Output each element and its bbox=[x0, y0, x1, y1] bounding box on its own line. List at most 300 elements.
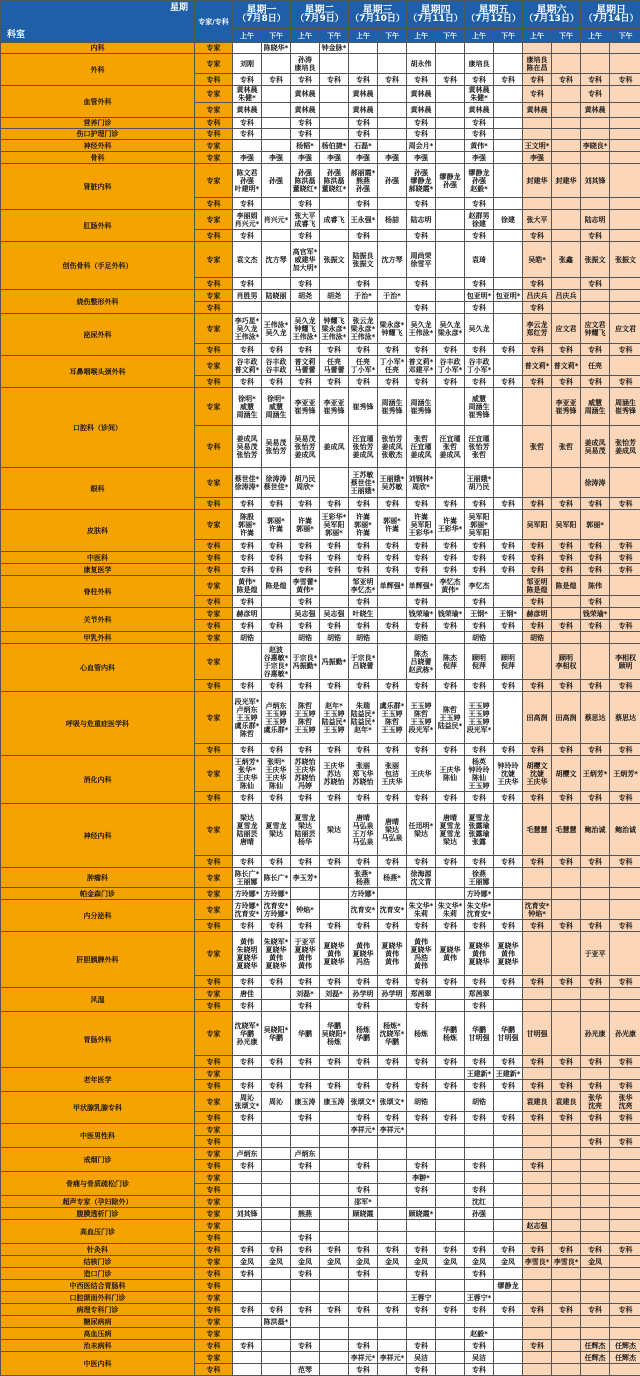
schedule-cell: 专科 bbox=[610, 498, 640, 510]
schedule-cell: 金凤 bbox=[233, 1256, 262, 1268]
dept-name: 营养门诊 bbox=[1, 118, 195, 129]
schedule-cell bbox=[610, 1292, 640, 1304]
day-name: 星期六 bbox=[523, 7, 580, 15]
schedule-cell bbox=[494, 692, 523, 744]
schedule-cell: 专科 bbox=[291, 680, 320, 692]
schedule-cell: 专科 bbox=[291, 278, 320, 290]
table-row bbox=[1, 388, 640, 426]
dept-name: 肝胆胰脾外科 bbox=[1, 932, 195, 988]
schedule-cell bbox=[552, 1000, 581, 1012]
schedule-cell bbox=[262, 1000, 291, 1012]
schedule-cell bbox=[262, 1148, 291, 1160]
schedule-cell bbox=[581, 1268, 610, 1280]
schedule-cell: 虞乐群* 王玉婷 陈哲 王玉婷 bbox=[378, 692, 407, 744]
day-header bbox=[407, 1, 465, 29]
schedule-cell: 张振文 bbox=[320, 242, 349, 278]
schedule-cell: 专科 bbox=[291, 129, 320, 140]
schedule-cell bbox=[233, 140, 262, 152]
schedule-cell: 于宗良* 吕晓蕾 bbox=[349, 644, 378, 680]
schedule-cell: 专科 bbox=[349, 1184, 378, 1196]
schedule-cell: 专科 bbox=[407, 792, 436, 804]
clinic-type: 专科 bbox=[195, 1160, 233, 1172]
schedule-cell bbox=[494, 356, 523, 376]
schedule-cell bbox=[378, 1148, 407, 1160]
schedule-cell: 专科 bbox=[378, 744, 407, 756]
schedule-cell: 李丽娟 肖兴元* bbox=[233, 210, 262, 230]
dept-name: 口腔颌面外科门诊 bbox=[1, 1292, 195, 1304]
schedule-cell bbox=[523, 468, 552, 498]
schedule-cell: 金凤 bbox=[262, 1256, 291, 1268]
schedule-cell: 专科 bbox=[320, 540, 349, 552]
schedule-cell: 专科 bbox=[378, 540, 407, 552]
schedule-cell bbox=[494, 1268, 523, 1280]
schedule-cell: 康培良 bbox=[465, 54, 494, 74]
dept-name: 胃肠外科 bbox=[1, 1012, 195, 1068]
schedule-cell: 专科 bbox=[320, 620, 349, 632]
schedule-cell: 专科 bbox=[436, 744, 465, 756]
schedule-cell: 于治* bbox=[378, 290, 407, 302]
schedule-cell: 专科 bbox=[552, 1080, 581, 1092]
schedule-cell: 汪宜瑾 张怡芳 张哲 bbox=[465, 426, 494, 468]
schedule-cell: 专科 bbox=[581, 86, 610, 103]
schedule-cell bbox=[262, 1160, 291, 1172]
schedule-cell bbox=[233, 1280, 262, 1292]
schedule-cell: 专科 bbox=[320, 552, 349, 564]
schedule-cell bbox=[320, 129, 349, 140]
schedule-cell bbox=[378, 1328, 407, 1340]
schedule-cell: 专科 bbox=[349, 376, 378, 388]
schedule-cell bbox=[407, 43, 436, 54]
schedule-cell: 袁建良 bbox=[552, 1092, 581, 1112]
schedule-cell bbox=[523, 1196, 552, 1208]
schedule-cell: 任辉杰 bbox=[581, 1352, 610, 1364]
schedule-cell bbox=[494, 54, 523, 74]
schedule-cell: 孙强 bbox=[465, 1208, 494, 1220]
schedule-cell: 高官军* 威建华 加大明* bbox=[291, 242, 320, 278]
schedule-cell: 王伟泳* 吴久龙 bbox=[262, 314, 291, 344]
schedule-cell: 专科 bbox=[552, 1112, 581, 1124]
schedule-cell: 专科 bbox=[465, 792, 494, 804]
dept-name: 皮肤科 bbox=[1, 510, 195, 552]
schedule-cell: 陈哲 王玉婷 陈哲 王玉婷 bbox=[291, 692, 320, 744]
schedule-cell: 胡尧 bbox=[320, 290, 349, 302]
schedule-cell: 专科 bbox=[349, 1304, 378, 1316]
schedule-cell bbox=[407, 1148, 436, 1160]
schedule-cell: 吴军阳 bbox=[523, 510, 552, 540]
schedule-cell bbox=[494, 888, 523, 900]
day-name: 星期二 bbox=[291, 7, 348, 15]
table-row bbox=[1, 1092, 640, 1112]
schedule-cell bbox=[465, 1124, 494, 1136]
schedule-cell: 专科 bbox=[581, 1056, 610, 1068]
schedule-cell bbox=[436, 198, 465, 210]
table-row bbox=[1, 1268, 640, 1280]
schedule-cell: 姜成凤 bbox=[320, 426, 349, 468]
schedule-cell bbox=[320, 103, 349, 118]
schedule-cell: 专科 bbox=[494, 1112, 523, 1124]
schedule-cell: 专科 bbox=[581, 976, 610, 988]
schedule-cell bbox=[465, 1172, 494, 1184]
schedule-cell: 专科 bbox=[407, 1340, 436, 1352]
schedule-cell: 于亚平 夏晓华 黄伟 黄伟 bbox=[291, 932, 320, 976]
schedule-cell: 专科 bbox=[581, 792, 610, 804]
schedule-cell: 专科 bbox=[349, 198, 378, 210]
schedule-cell: 专科 bbox=[378, 498, 407, 510]
clinic-type: 专科 bbox=[195, 498, 233, 510]
day-date: （7月10日） bbox=[349, 15, 406, 23]
schedule-cell bbox=[378, 103, 407, 118]
dept-name: 中医男性科 bbox=[1, 1124, 195, 1148]
schedule-cell: 沈育安* 方玲娜* bbox=[262, 900, 291, 920]
schedule-cell: 刘钢林* 周欣* bbox=[407, 468, 436, 498]
clinic-type: 专科 bbox=[195, 230, 233, 242]
schedule-cell: 单辉强* bbox=[407, 576, 436, 596]
schedule-cell: 任亮 马蕾蕾 bbox=[320, 356, 349, 376]
dept-name: 骨痛与骨质疏松门诊 bbox=[1, 1172, 195, 1196]
schedule-cell bbox=[320, 1124, 349, 1136]
schedule-cell: 黄林晨 bbox=[291, 103, 320, 118]
schedule-cell: 缪静龙 孙强 赵毅* bbox=[465, 164, 494, 198]
schedule-cell bbox=[378, 1316, 407, 1328]
schedule-cell: 专科 bbox=[581, 278, 610, 290]
schedule-cell: 专科 bbox=[407, 376, 436, 388]
pm-header: 下午 bbox=[378, 29, 407, 43]
schedule-cell: 任辉杰 bbox=[581, 1340, 610, 1352]
schedule-cell: 专科 bbox=[233, 198, 262, 210]
schedule-cell: 李强 bbox=[320, 152, 349, 164]
schedule-cell bbox=[378, 1364, 407, 1376]
schedule-cell bbox=[610, 988, 640, 1000]
clinic-type: 专科 bbox=[195, 198, 233, 210]
schedule-cell: 专科 bbox=[552, 792, 581, 804]
schedule-cell bbox=[262, 140, 291, 152]
schedule-cell: 唐晴 梁达 马弘泉 bbox=[378, 804, 407, 856]
schedule-cell: 专科 bbox=[552, 498, 581, 510]
schedule-cell: 专科 bbox=[320, 376, 349, 388]
schedule-cell: 专科 bbox=[407, 1160, 436, 1172]
schedule-cell: 姜成凤 吴易茂 张怡芳 bbox=[233, 426, 262, 468]
schedule-cell: 刘磊* bbox=[320, 988, 349, 1000]
schedule-cell: 徐明* 威慧 周涵生 bbox=[262, 388, 291, 426]
schedule-cell: 孙强 陈洪磊 董晓红* bbox=[320, 164, 349, 198]
schedule-cell bbox=[320, 1068, 349, 1080]
schedule-cell: 专科 bbox=[407, 1184, 436, 1196]
schedule-cell: 周尚荣 徐雪平 bbox=[407, 242, 436, 278]
am-header: 上午 bbox=[465, 29, 494, 43]
schedule-cell: 专科 bbox=[407, 198, 436, 210]
schedule-cell: 夏雪龙 梁达 陆丽芸 杨华 bbox=[291, 804, 320, 856]
schedule-cell: 专科 bbox=[291, 620, 320, 632]
schedule-cell: 专科 bbox=[610, 680, 640, 692]
clinic-type: 专家 bbox=[195, 804, 233, 856]
schedule-cell: 陈长广* 王丽娜 bbox=[233, 868, 262, 888]
schedule-cell bbox=[494, 152, 523, 164]
table-row bbox=[1, 1220, 640, 1232]
schedule-cell bbox=[262, 632, 291, 644]
schedule-cell bbox=[320, 54, 349, 74]
schedule-cell: 钟焰* bbox=[291, 900, 320, 920]
clinic-type: 专家 bbox=[195, 868, 233, 888]
schedule-cell: 专科 bbox=[465, 302, 494, 314]
schedule-cell bbox=[494, 1148, 523, 1160]
schedule-cell bbox=[349, 1328, 378, 1340]
schedule-cell: 专科 bbox=[552, 620, 581, 632]
clinic-type: 专科 bbox=[195, 1112, 233, 1124]
schedule-cell: 张丽 郑飞华 苏晓怡 bbox=[349, 756, 378, 792]
schedule-cell bbox=[436, 1328, 465, 1340]
schedule-cell: 专科 bbox=[465, 129, 494, 140]
schedule-cell: 唐晴 马弘泉 王万华 马弘泉 bbox=[349, 804, 378, 856]
schedule-cell bbox=[552, 230, 581, 242]
schedule-cell: 专科 bbox=[610, 792, 640, 804]
schedule-cell: 专科 bbox=[291, 920, 320, 932]
schedule-cell: 专科 bbox=[465, 620, 494, 632]
schedule-cell: 王玉婷 陈哲 王玉婷 段光军* bbox=[407, 692, 436, 744]
schedule-cell: 专科 bbox=[349, 1080, 378, 1092]
schedule-cell bbox=[262, 54, 291, 74]
schedule-cell: 毛慧慧 bbox=[552, 804, 581, 856]
am-header: 上午 bbox=[233, 29, 262, 43]
table-row bbox=[1, 804, 640, 856]
schedule-cell: 许嵩 郭丽* bbox=[291, 510, 320, 540]
schedule-cell: 专科 bbox=[407, 302, 436, 314]
schedule-cell bbox=[262, 1112, 291, 1124]
schedule-cell: 孙强 陈洪磊 董晓红* bbox=[291, 164, 320, 198]
schedule-cell: 李祥元* bbox=[378, 1124, 407, 1136]
schedule-cell: 邹亚明 陈是煌 bbox=[523, 576, 552, 596]
schedule-cell: 胡永伟 bbox=[407, 54, 436, 74]
clinic-type: 专家 bbox=[195, 1012, 233, 1056]
schedule-cell bbox=[320, 1280, 349, 1292]
schedule-cell: 专科 bbox=[465, 1268, 494, 1280]
schedule-cell bbox=[494, 576, 523, 596]
schedule-cell: 专科 bbox=[407, 620, 436, 632]
schedule-cell bbox=[494, 129, 523, 140]
schedule-cell bbox=[291, 1124, 320, 1136]
schedule-cell: 专科 bbox=[552, 376, 581, 388]
schedule-cell: 专科 bbox=[494, 564, 523, 576]
header-corner bbox=[1, 1, 195, 43]
schedule-cell: 王苏敏 蔡世佳* 王丽娥* bbox=[349, 468, 378, 498]
table-row bbox=[1, 43, 640, 54]
clinic-type: 专家 bbox=[195, 152, 233, 164]
schedule-cell bbox=[523, 1068, 552, 1080]
clinic-type: 专家 bbox=[195, 644, 233, 680]
schedule-cell: 华鹏 bbox=[291, 1012, 320, 1056]
schedule-cell: 专科 bbox=[407, 129, 436, 140]
schedule-cell bbox=[291, 1068, 320, 1080]
schedule-cell: 专科 bbox=[233, 344, 262, 356]
clinic-type: 专家 bbox=[195, 888, 233, 900]
pm-header: 下午 bbox=[494, 29, 523, 43]
schedule-cell: 专科 bbox=[320, 498, 349, 510]
schedule-cell bbox=[465, 1316, 494, 1328]
schedule-cell: 专科 bbox=[523, 680, 552, 692]
schedule-cell: 金凤 bbox=[291, 1256, 320, 1268]
schedule-cell: 专科 bbox=[465, 376, 494, 388]
schedule-cell: 专科 bbox=[552, 344, 581, 356]
schedule-cell bbox=[320, 1352, 349, 1364]
schedule-cell: 杨喆 bbox=[378, 210, 407, 230]
schedule-cell bbox=[552, 1340, 581, 1352]
schedule-cell: 专科 bbox=[465, 552, 494, 564]
schedule-cell bbox=[291, 1196, 320, 1208]
schedule-cell: 肖胜男 bbox=[233, 290, 262, 302]
schedule-cell: 朱文华* 朱莉 bbox=[407, 900, 436, 920]
schedule-cell bbox=[262, 1196, 291, 1208]
schedule-cell: 专科 bbox=[349, 552, 378, 564]
clinic-type: 专家 bbox=[195, 314, 233, 344]
clinic-type: 专科 bbox=[195, 118, 233, 129]
schedule-cell: 专科 bbox=[349, 680, 378, 692]
schedule-cell: 专科 bbox=[233, 1056, 262, 1068]
schedule-cell: 王丽娥* 吴苏敏 bbox=[378, 468, 407, 498]
clinic-type: 专科 bbox=[195, 302, 233, 314]
schedule-cell bbox=[262, 1124, 291, 1136]
schedule-cell: 吴久龙 钟耀飞 王伟泳* bbox=[291, 314, 320, 344]
schedule-cell bbox=[494, 198, 523, 210]
schedule-cell: 专科 bbox=[320, 1244, 349, 1256]
schedule-cell bbox=[262, 988, 291, 1000]
schedule-cell: 任辉杰 bbox=[610, 1340, 640, 1352]
schedule-cell: 钱荣瑜* bbox=[407, 608, 436, 620]
schedule-cell bbox=[436, 1280, 465, 1292]
schedule-cell: 孙涛 康培良 bbox=[291, 54, 320, 74]
schedule-cell: 吴晓阳* 华鹏 bbox=[262, 1012, 291, 1056]
schedule-cell: 专科 bbox=[436, 620, 465, 632]
schedule-cell: 李亚亚 崔秀锋 bbox=[320, 388, 349, 426]
schedule-cell: 李翀* bbox=[407, 1172, 436, 1184]
schedule-cell: 专科 bbox=[262, 976, 291, 988]
schedule-cell: 张振文 bbox=[610, 242, 640, 278]
schedule-cell bbox=[523, 1208, 552, 1220]
dept-name: 创伤骨科（手足外科） bbox=[1, 242, 195, 290]
schedule-cell: 黄伟 夏晓华 冯浩 黄伟 bbox=[407, 932, 436, 976]
schedule-cell: 专科 bbox=[349, 1244, 378, 1256]
schedule-cell: 王蓉宁 bbox=[407, 1292, 436, 1304]
schedule-cell: 蔡思达 bbox=[581, 692, 610, 744]
schedule-cell: 王蓉宁* bbox=[465, 1292, 494, 1304]
schedule-cell bbox=[610, 1000, 640, 1012]
clinic-type: 专家 bbox=[195, 756, 233, 792]
clinic-type: 专科 bbox=[195, 1232, 233, 1244]
schedule-cell: 姜成凤 吴易茂 bbox=[581, 426, 610, 468]
schedule-cell bbox=[552, 1196, 581, 1208]
schedule-cell: 黄林晨 bbox=[465, 103, 494, 118]
schedule-cell: 专科 bbox=[523, 1304, 552, 1316]
schedule-cell: 李亚亚 崔秀锋 bbox=[552, 388, 581, 426]
am-header: 上午 bbox=[407, 29, 436, 43]
schedule-cell: 专科 bbox=[320, 680, 349, 692]
schedule-cell bbox=[610, 356, 640, 376]
schedule-cell: 专科 bbox=[349, 856, 378, 868]
schedule-cell: 专科 bbox=[378, 1056, 407, 1068]
weekday-label: 星期 bbox=[170, 4, 188, 12]
clinic-type: 专家 bbox=[195, 290, 233, 302]
dept-name: 外科 bbox=[1, 54, 195, 86]
schedule-cell: 任亮 丁小军* bbox=[349, 356, 378, 376]
schedule-cell: 吴洁 bbox=[465, 1352, 494, 1364]
schedule-cell: 普文莉 马蕾蕾 bbox=[291, 356, 320, 376]
schedule-cell: 陈哲 王玉婷 陆益民* bbox=[436, 692, 465, 744]
schedule-cell bbox=[494, 1292, 523, 1304]
schedule-cell bbox=[378, 43, 407, 54]
schedule-cell bbox=[494, 1172, 523, 1184]
day-date: （7月14日） bbox=[581, 15, 640, 23]
schedule-cell: 专科 bbox=[523, 792, 552, 804]
schedule-cell: 专科 bbox=[349, 744, 378, 756]
schedule-cell: 专科 bbox=[262, 680, 291, 692]
clinic-type: 专家 bbox=[195, 1316, 233, 1328]
schedule-cell: 专科 bbox=[436, 564, 465, 576]
clinic-type: 专家 bbox=[195, 692, 233, 744]
schedule-cell bbox=[436, 888, 465, 900]
schedule-cell bbox=[523, 1172, 552, 1184]
schedule-cell: 专科 bbox=[494, 376, 523, 388]
schedule-cell: 梁永彦* 钟耀飞 bbox=[378, 314, 407, 344]
schedule-cell bbox=[320, 198, 349, 210]
schedule-cell bbox=[378, 54, 407, 74]
day-name: 星期日 bbox=[581, 7, 640, 15]
schedule-cell: 李忆杰 黄伟* bbox=[436, 576, 465, 596]
schedule-cell: 专科 bbox=[581, 498, 610, 510]
schedule-cell: 专科 bbox=[465, 1340, 494, 1352]
clinic-type: 专家 bbox=[195, 388, 233, 426]
schedule-cell bbox=[610, 43, 640, 54]
schedule-cell: 专科 bbox=[436, 1304, 465, 1316]
schedule-cell: 毛慧慧 bbox=[523, 804, 552, 856]
schedule-cell: 专科 bbox=[436, 1112, 465, 1124]
schedule-cell bbox=[291, 1316, 320, 1328]
schedule-cell: 陆志明 bbox=[581, 210, 610, 230]
schedule-cell bbox=[581, 1280, 610, 1292]
schedule-cell: 专科 bbox=[552, 564, 581, 576]
schedule-cell bbox=[378, 1208, 407, 1220]
schedule-cell: 专科 bbox=[552, 680, 581, 692]
schedule-cell: 赵波 谷惠敏* 于宗良* 谷惠敏* bbox=[262, 644, 291, 680]
schedule-cell bbox=[349, 1220, 378, 1232]
schedule-cell: 赵群男 徐建 bbox=[465, 210, 494, 230]
schedule-cell bbox=[378, 644, 407, 680]
schedule-cell: 专科 bbox=[523, 302, 552, 314]
schedule-cell bbox=[320, 1208, 349, 1220]
schedule-cell: 专科 bbox=[523, 74, 552, 86]
schedule-header bbox=[1, 1, 640, 43]
schedule-cell: 应文君 bbox=[552, 314, 581, 344]
schedule-cell bbox=[581, 129, 610, 140]
schedule-cell bbox=[494, 164, 523, 198]
schedule-cell: 专科 bbox=[610, 1304, 640, 1316]
schedule-cell: 专科 bbox=[291, 976, 320, 988]
schedule-cell: 专科 bbox=[465, 1244, 494, 1256]
schedule-cell bbox=[262, 129, 291, 140]
schedule-cell: 专科 bbox=[552, 74, 581, 86]
schedule-cell: 陈殷 郭丽* 许嵩 bbox=[233, 510, 262, 540]
schedule-cell: 专科 bbox=[436, 1080, 465, 1092]
dept-name: 肾脏内科 bbox=[1, 164, 195, 210]
schedule-cell: 李晓良* bbox=[581, 140, 610, 152]
schedule-cell: 专科 bbox=[465, 1364, 494, 1376]
day-name: 星期一 bbox=[233, 7, 290, 15]
table-row bbox=[1, 468, 640, 498]
schedule-cell bbox=[581, 1196, 610, 1208]
schedule-cell: 赵年* 王玉婷 陆益民* 王玉婷 bbox=[320, 692, 349, 744]
schedule-cell: 专科 bbox=[407, 498, 436, 510]
schedule-cell bbox=[581, 888, 610, 900]
schedule-cell: 钟耀飞 梁永彦* 王伟泳* bbox=[320, 314, 349, 344]
schedule-cell: 胡樱文 沈婕 王庆华 bbox=[523, 756, 552, 792]
schedule-cell: 专科 bbox=[291, 1304, 320, 1316]
